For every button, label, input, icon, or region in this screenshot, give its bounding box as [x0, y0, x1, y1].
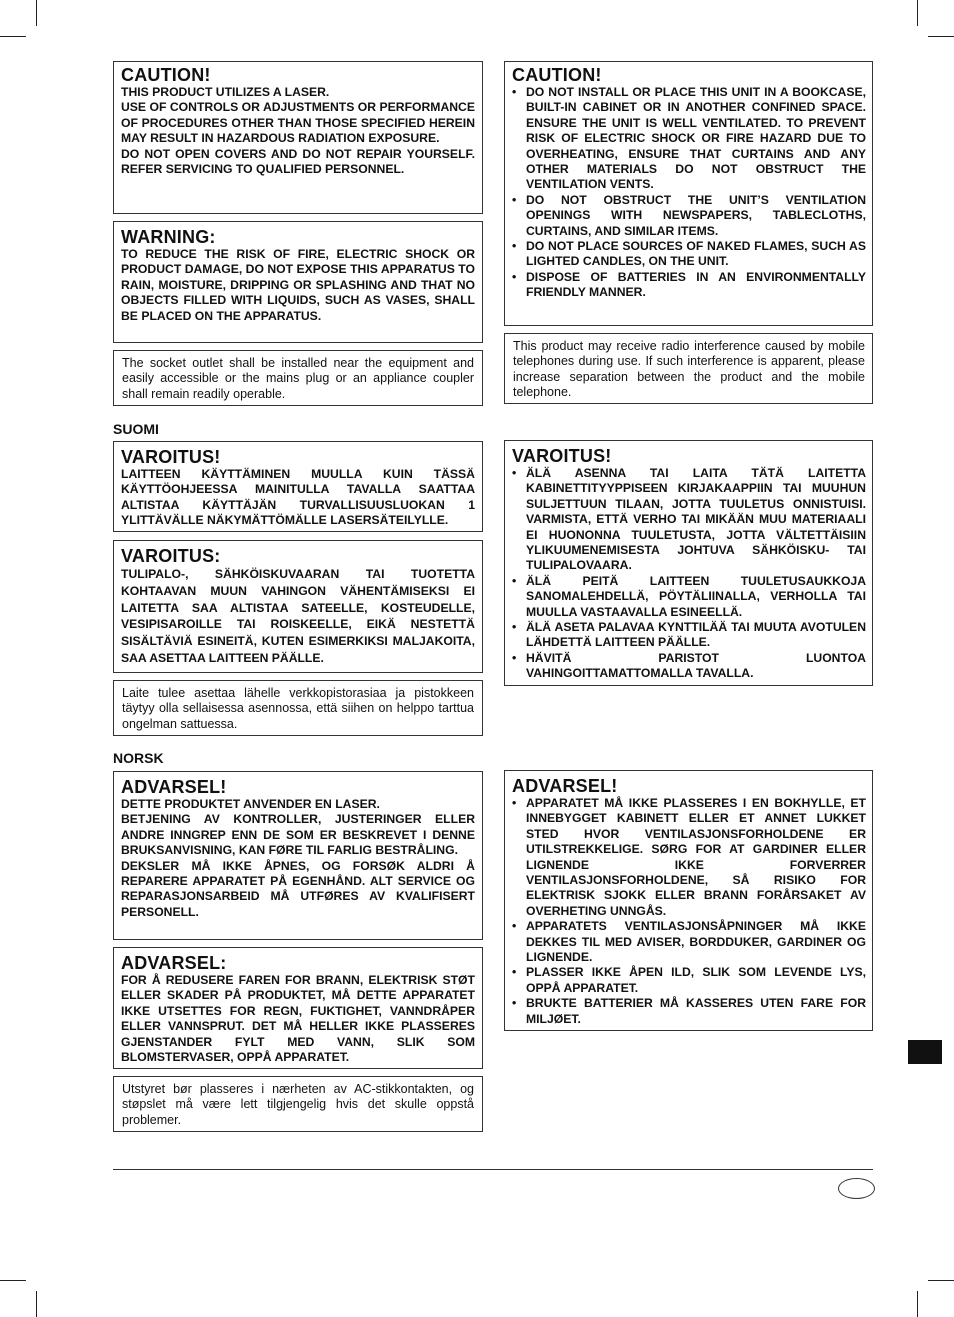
varoitus-install-box — [504, 440, 873, 686]
crop-mark-bottom-right-h — [928, 1280, 954, 1281]
varoitus-laser-box — [113, 441, 483, 532]
radio-note-box — [504, 333, 873, 404]
caution-laser-line-1: THIS PRODUCT UTILIZES A LASER. — [121, 85, 330, 99]
caution-laser-box — [113, 61, 483, 214]
crop-mark-top-right-h — [928, 36, 954, 37]
varoitus-fire-text: TULIPALO-, SÄHKÖISKUVAARAN TAI TUOTETTA KOHTAAVAN MUUN VAHINGON VÄHENTÄMISEKSI EI LAITETTA SAA ALTISTAA SATEELLE, KOSTEUDELLE, VESIPISAROILLE TAI ROISKEELLE, EIKÄ NESTETTÄ SISÄLTÄVIÄ ESINEITÄ, KUTEN ESIMERKIKSI MALJAKOITA, SAA ASETTAA LAITTEEN PÄÄLLE. — [121, 567, 475, 665]
caution-laser-line-2: USE OF CONTROLS OR ADJUSTMENTS OR PERFORMANCE OF PROCEDURES OTHER THAN THOSE SPECIFIED HEREIN MAY RESULT IN HAZARDOUS RADIATION EXPOSURE. — [121, 100, 475, 146]
crop-mark-bottom-left-v — [36, 1291, 37, 1317]
norsk-socket-note-box — [113, 1076, 483, 1132]
varoitus-install-title: VAROITUS! — [512, 446, 612, 466]
section-label-norsk: NORSK — [113, 750, 164, 766]
suomi-socket-note-box — [113, 680, 483, 736]
caution-install-list — [512, 85, 866, 301]
caution-install-title: CAUTION! — [512, 65, 602, 85]
advarsel-laser-box — [113, 771, 483, 940]
norsk-socket-note-text: Utstyret bør plasseres i nærheten av AC-stikkontakten, og støpslet må være lett tilgjengelig hvis det skulle oppstå problemer. — [122, 1082, 474, 1127]
crop-mark-top-left-h — [0, 36, 26, 37]
list-item: • DISPOSE OF BATTERIES IN AN ENVIRONMENTALLY FRIENDLY MANNER. — [512, 270, 866, 301]
socket-note-box — [113, 350, 483, 406]
list-item: • DO NOT OBSTRUCT THE UNIT’S VENTILATION OPENINGS WITH NEWSPAPERS, TABLECLOTHS, CURTAINS, AND SIMILAR ITEMS. — [512, 193, 866, 239]
advarsel-fire-box — [113, 947, 483, 1069]
section-label-suomi: SUOMI — [113, 421, 159, 437]
thumb-index-tab — [908, 1040, 942, 1064]
list-item: • APPARATET MÅ IKKE PLASSERES I EN BOKHYLLE, ET INNEBYGGET KABINETT ELLER ET ANNET LUKKET STED HVOR VENTILASJONSFORHOLDENE ER UTILSTREKKELIGE. SØRG FOR AT GARDINER ELLER LIGNENDE IKKE FORVERRER VENTILASJONSFORHOLDENE, SÅ RISIKO FOR ELEKTRISK SJOKK ELLER BRANN FORÅRSAKET AV OVERHETING UNNGÅS. — [512, 796, 866, 919]
warning-title: WARNING: — [121, 227, 216, 247]
crop-mark-top-right-v — [917, 0, 918, 26]
crop-mark-bottom-left-h — [0, 1280, 26, 1281]
varoitus-laser-text: LAITTEEN KÄYTTÄMINEN MUULLA KUIN TÄSSÄ KÄYTTÖOHJEESSA MAINITULLA TAVALLA SAATTAA ALTISTAA KÄYTTÄJÄN TURVALLISUUSLUOKAN 1 YLITTÄVÄLLE NÄKYMÄTTÖMÄLLE LASERSÄTEILYLLE. — [121, 467, 475, 528]
warning-text: TO REDUCE THE RISK OF FIRE, ELECTRIC SHOCK OR PRODUCT DAMAGE, DO NOT EXPOSE THIS APPARATUS TO RAIN, MOISTURE, DRIPPING OR SPLASHING AND THAT NO OBJECTS FILLED WITH LIQUIDS, SUCH AS VASES, SHALL BE PLACED ON THE APPARATUS. — [121, 247, 475, 323]
advarsel-install-list — [512, 796, 866, 1027]
advarsel-install-title: ADVARSEL! — [512, 776, 618, 796]
list-item: • APPARATETS VENTILASJONSÅPNINGER MÅ IKKE DEKKES TIL MED AVISER, BORDDUKER, GARDINER OG LIGNENDE. — [512, 919, 866, 965]
caution-install-box — [504, 61, 873, 326]
list-item: • PLASSER IKKE ÅPEN ILD, SLIK SOM LEVENDE LYS, OPPÅ APPARATET. — [512, 965, 866, 996]
advarsel-laser-title: ADVARSEL! — [121, 777, 227, 797]
list-item: • HÄVITÄ PARISTOT LUONTOA VAHINGOITTAMATTOMALLA TAVALLA. — [512, 651, 866, 682]
crop-mark-top-left-v — [36, 0, 37, 26]
advarsel-fire-text: FOR Å REDUSERE FAREN FOR BRANN, ELEKTRISK STØT ELLER SKADER PÅ PRODUKTET, MÅ DETTE APPARATET IKKE UTSETTES FOR REGN, FUKTIGHET, VANNDRÅPER ELLER VANNSPRUT. DET MÅ HELLER IKKE PLASSERES GJENSTANDER FYLT MED VANN, SLIK SOM BLOMSTERVASER, OPPÅ APPARATET. — [121, 973, 475, 1065]
caution-laser-title: CAUTION! — [121, 65, 211, 85]
suomi-socket-note-text: Laite tulee asettaa lähelle verkkopistorasiaa ja pistokkeen täytyy olla sellaisessa asennossa, että siihen on helppo tarttua ongelman sattuessa. — [122, 686, 474, 731]
caution-laser-line-3: DO NOT OPEN COVERS AND DO NOT REPAIR YOURSELF. REFER SERVICING TO QUALIFIED PERSONNEL. — [121, 146, 475, 177]
language-oval-marker — [838, 1178, 875, 1199]
warning-box — [113, 221, 483, 343]
advarsel-laser-line-1: DETTE PRODUKTET ANVENDER EN LASER. — [121, 797, 380, 811]
advarsel-fire-title: ADVARSEL: — [121, 953, 227, 973]
socket-note-text: The socket outlet shall be installed near the equipment and easily accessible or the mains plug or an appliance coupler shall remain readily operable. — [122, 356, 474, 401]
crop-mark-bottom-right-v — [917, 1291, 918, 1317]
varoitus-fire-box — [113, 540, 483, 673]
list-item: • ÄLÄ ASETA PALAVAA KYNTTILÄÄ TAI MUUTA AVOTULEN LÄHDETTÄ LAITTEEN PÄÄLLE. — [512, 620, 866, 651]
advarsel-laser-line-2: BETJENING AV KONTROLLER, JUSTERINGER ELLER ANDRE INNGREP ENN DE SOM ER BESKREVET I DENNE BRUKSANVISNING, KAN FØRE TIL FARLIG BESTRÅLING. — [121, 812, 475, 858]
footer-rule — [113, 1169, 873, 1170]
radio-note-text: This product may receive radio interference caused by mobile telephones during use. If such interference is apparent, please increase separation between the product and the mobile telephone. — [513, 339, 865, 399]
varoitus-laser-title: VAROITUS! — [121, 447, 221, 467]
advarsel-laser-line-3: DEKSLER MÅ IKKE ÅPNES, OG FORSØK ALDRI Å REPARERE APPARATET PÅ EGENHÅND. ALT SERVICE OG REPARASJONSARBEID MÅ UTFØRES AV KVALIFISERT PERSONELL. — [121, 858, 475, 919]
advarsel-install-box — [504, 770, 873, 1031]
list-item: • DO NOT PLACE SOURCES OF NAKED FLAMES, SUCH AS LIGHTED CANDLES, ON THE UNIT. — [512, 239, 866, 270]
list-item: • ÄLÄ PEITÄ LAITTEEN TUULETUSAUKKOJA SANOMALEHDELLÄ, PÖYTÄLIINALLA, VERHOLLA TAI MUULLA VASTAAVALLA ESINEELLÄ. — [512, 574, 866, 620]
list-item: • ÄLÄ ASENNA TAI LAITA TÄTÄ LAITETTA KABINETTITYYPPISEEN KIRJAKAAPPIIN TAI MUUHUN SULJETTUUN TILAAN, JOTTA TUULETUS ONNISTUISI. VARMISTA, ETTÄ VERHO TAI MIKÄÄN MUU MATERIAALI EI HUONONNA TUULETUSTA, JOTTA VÄLTETTÄISIIN YLIKUUMENEMISESTA JOHTUVA SÄHKÖISKU- TAI TULIPALOVAARA. — [512, 466, 866, 574]
list-item: • DO NOT INSTALL OR PLACE THIS UNIT IN A BOOKCASE, BUILT-IN CABINET OR IN ANOTHER CONFINED SPACE. ENSURE THE UNIT IS WELL VENTILATED. TO PREVENT RISK OF ELECTRIC SHOCK OR FIRE HAZARD DUE TO OVERHEATING, ENSURE THAT CURTAINS AND ANY OTHER MATERIALS DO NOT OBSTRUCT THE VENTILATION VENTS. — [512, 85, 866, 193]
list-item: • BRUKTE BATTERIER MÅ KASSERES UTEN FARE FOR MILJØET. — [512, 996, 866, 1027]
varoitus-install-list — [512, 466, 866, 682]
varoitus-fire-title: VAROITUS: — [121, 546, 221, 566]
